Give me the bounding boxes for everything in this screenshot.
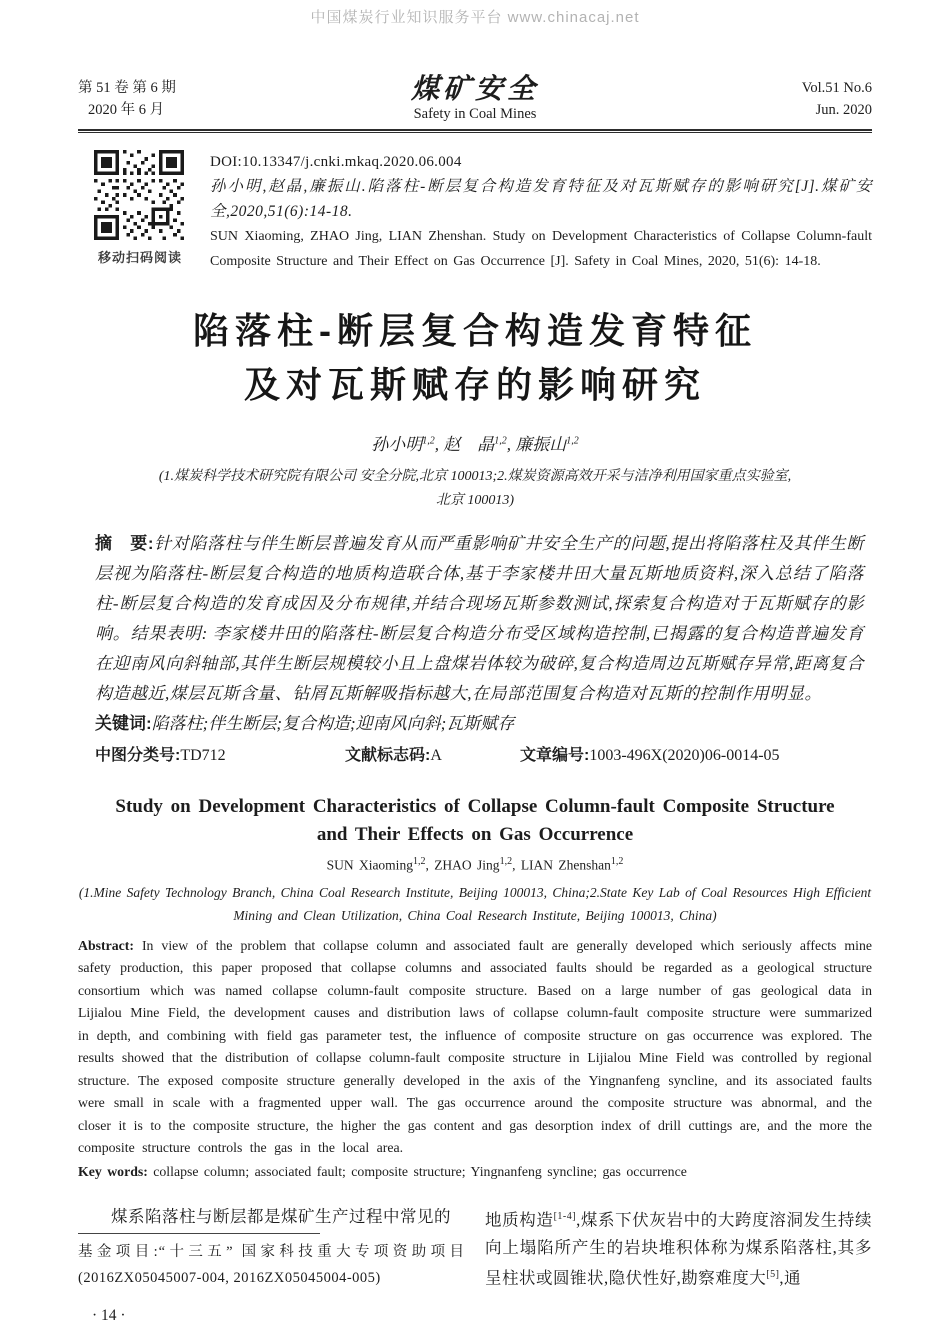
authors-en: [78, 856, 872, 874]
abstract-cn: [95, 529, 864, 709]
page-number: · 14 ·: [92, 1307, 126, 1324]
abstract-en-text: In view of the problem that collapse column and associated fault are generally developed which seriously affects mine safety production, this paper proposed that collapse columns and associated faults should be regarded as a geological structure consortium which was named collapse column-fault composite structure. Based on a large number of gas geological data in Lijialou Mine Field, the development causes and distribution laws of collapse column-fault composite structure were summarized in depth, and combining with field gas parameter test, the influence of composite structure on gas occurrence was explored. The results showed that the distribution of collapse column-fault composite structure in Lijialou Mine Field was controlled by regional structure. The exposed composite structure generally developed in the axis of the Yingnanfeng syncline, and its associated faults were small in scale with a fragmented upper wall. The gas occurrence around the composite structure was abnormal, and the closer it is to the composite structure, the higher the gas content and gas desorption index of drill cuttings are, and the more the composite structure controls the gas in the local area.: [78, 937, 872, 1155]
author-separator: ,: [506, 435, 511, 454]
citation-english: SUN Xiaoming, ZHAO Jing, LIAN Zhenshan. Study on Development Characteristics of Collapse Column-fault Composite Structure and Their Effect on Gas Occurrence [J]. Safety in Coal Mines, 2020, 51(6): 14-18.: [210, 229, 872, 269]
author-name: 孙小明: [371, 435, 423, 454]
affiliation-cn-line2: 北京 100013): [435, 493, 515, 508]
clc-value: TD712: [180, 747, 226, 764]
citation-block: [78, 150, 872, 274]
journal-header: [78, 75, 872, 123]
keywords-cn-label: 关键词:: [95, 714, 152, 733]
author-superscript: 1,2: [566, 435, 579, 447]
doc-code-item: [345, 741, 520, 771]
body-text: ,通: [779, 1268, 802, 1287]
clc-label: 中图分类号:: [95, 747, 181, 764]
author-name: 赵 晶: [443, 435, 495, 454]
author-separator: ,: [434, 435, 439, 454]
clc-item: [95, 741, 345, 771]
keywords-en: [78, 1161, 872, 1184]
reference-superscript: [1-4]: [553, 1211, 577, 1222]
author-superscript: 1,2: [499, 856, 513, 867]
qr-block: [94, 150, 186, 274]
watermark: 中国煤炭行业知识服务平台 www.chinacaj.net: [310, 9, 640, 26]
qr-scan-label: 移动扫码阅读: [97, 250, 182, 265]
journal-volume-cn: 第 51 卷 第 6 期: [78, 80, 176, 96]
body-paragraph-left: 煤系陷落柱与断层都是煤矿生产过程中常见的: [111, 1207, 451, 1226]
qr-code-icon: [94, 150, 184, 240]
header-issue-cn: [78, 77, 248, 121]
journal-volume-en: Vol.51 No.6: [801, 80, 872, 96]
reference-superscript: [5]: [766, 1268, 780, 1280]
funding-footnote: [78, 1239, 465, 1291]
paper-title-cn-line1: 陷落柱-断层复合构造发育特征: [193, 310, 757, 351]
author-separator: ,: [512, 857, 521, 873]
author-superscript: 1,2: [610, 856, 624, 867]
header-issue-en: [702, 77, 872, 121]
paper-title-en: [78, 793, 872, 849]
author-superscript: 1,2: [494, 435, 507, 447]
author-name: SUN Xiaoming: [326, 857, 413, 873]
paper-title-en-line2: and Their Effects on Gas Occurrence: [316, 824, 634, 845]
citation-chinese: 孙小明,赵晶,廉振山.陷落柱-断层复合构造发育特征及对瓦斯赋存的影响研究[J].煤矿安全,2020,51(6):14-18.: [210, 178, 872, 220]
author-name: 廉振山: [515, 435, 567, 454]
keywords-en-text: collapse column; associated fault; composite structure; Yingnanfeng syncline; gas occurrence: [153, 1163, 687, 1179]
body-paragraph-right: [485, 1203, 872, 1291]
abstract-en: [78, 935, 872, 1160]
header-divider: [78, 129, 872, 133]
article-id-item: [520, 741, 780, 771]
author-name: LIAN Zhenshan: [520, 857, 611, 873]
doc-code-value: A: [430, 747, 442, 764]
journal-name-block: [248, 75, 702, 123]
keywords-en-label: Key words:: [78, 1163, 148, 1179]
funding-line2: (2016ZX05045007-004, 2016ZX05045004-005): [78, 1270, 381, 1286]
authors-cn: [78, 430, 872, 455]
journal-date-cn: 2020 年 6 月: [88, 102, 165, 118]
body-text: 地质构造: [485, 1210, 554, 1230]
journal-name-en: Safety in Coal Mines: [413, 106, 537, 122]
article-id-value: 1003-496X(2020)06-0014-05: [589, 747, 780, 764]
author-superscript: 1,2: [412, 856, 426, 867]
citation-text: [210, 150, 872, 274]
article-id-label: 文章编号:: [520, 747, 590, 764]
author-name: ZHAO Jing: [434, 857, 500, 873]
keywords-cn-text: 陷落柱;伴生断层;复合构造;迎南风向斜;瓦斯赋存: [151, 714, 515, 733]
author-separator: ,: [425, 857, 435, 873]
journal-name-cn: 煤矿安全: [410, 74, 539, 105]
paper-title-cn: [78, 304, 872, 412]
classification-line: [95, 741, 864, 771]
author-superscript: 1,2: [422, 435, 435, 447]
abstract-cn-text: 针对陷落柱与伴生断层普遍发育从而严重影响矿井安全生产的问题,提出将陷落柱及其伴生断层视为陷落柱-断层复合构造的地质构造联合体,基于李家楼井田大量瓦斯地质资料,深入总结了陷落柱-断层复合构造的发育成因及分布规律,并结合现场瓦斯参数测试,探索复合构造对于瓦斯赋存的影响。结果表明: 李家楼井田的陷落柱-断层复合构造分布受区域构造控制,已揭露的复合构造普遍发育在迎南风向斜轴部,其伴生断层规模较小且上盘煤岩体较为破碎,复合构造周边瓦斯赋存异常,距离复合构造越近,煤层瓦斯含量、钻屑瓦斯解吸指标越大,在局部范围复合构造对瓦斯的控制作用明显。: [95, 534, 864, 703]
keywords-cn: [95, 709, 864, 739]
affiliation-cn: [78, 465, 872, 513]
abstract-cn-label: 摘 要:: [95, 534, 155, 553]
footnote-divider: [78, 1233, 320, 1234]
paper-title-cn-line2: 及对瓦斯赋存的影响研究: [243, 364, 706, 405]
abstract-en-label: Abstract:: [78, 937, 134, 953]
journal-date-en: Jun. 2020: [815, 102, 872, 118]
body-text: ,煤系下伏灰岩中的大跨度溶洞发生持续向上塌陷所产生的岩块堆积体称为煤系陷落柱,其多呈柱状或圆锥状,隐伏性好,勘察难度大: [485, 1210, 873, 1287]
affiliation-cn-line1: (1.煤炭科学技术研究院有限公司 安全分院,北京 100013;2.煤炭资源高效开采与洁净利用国家重点实验室,: [158, 469, 792, 484]
funding-line1: 基金项目:“十三五” 国家科技重大专项资助项目: [78, 1244, 465, 1260]
doi: DOI:10.13347/j.cnki.mkaq.2020.06.004: [210, 154, 462, 170]
body-columns: [78, 1203, 872, 1325]
paper-title-en-line1: Study on Development Characteristics of Collapse Column-fault Composite Structure: [115, 796, 835, 817]
body-column-right: [485, 1203, 872, 1325]
affiliation-en: (1.Mine Safety Technology Branch, China Coal Research Institute, Beijing 100013, China;2.State Key Lab of Coal Resources High Efficient Mining and Clean Utilization, China Coal Research Institute, Beijing 100013, China): [78, 884, 872, 923]
doc-code-label: 文献标志码:: [345, 747, 431, 764]
body-column-left: [78, 1203, 465, 1325]
